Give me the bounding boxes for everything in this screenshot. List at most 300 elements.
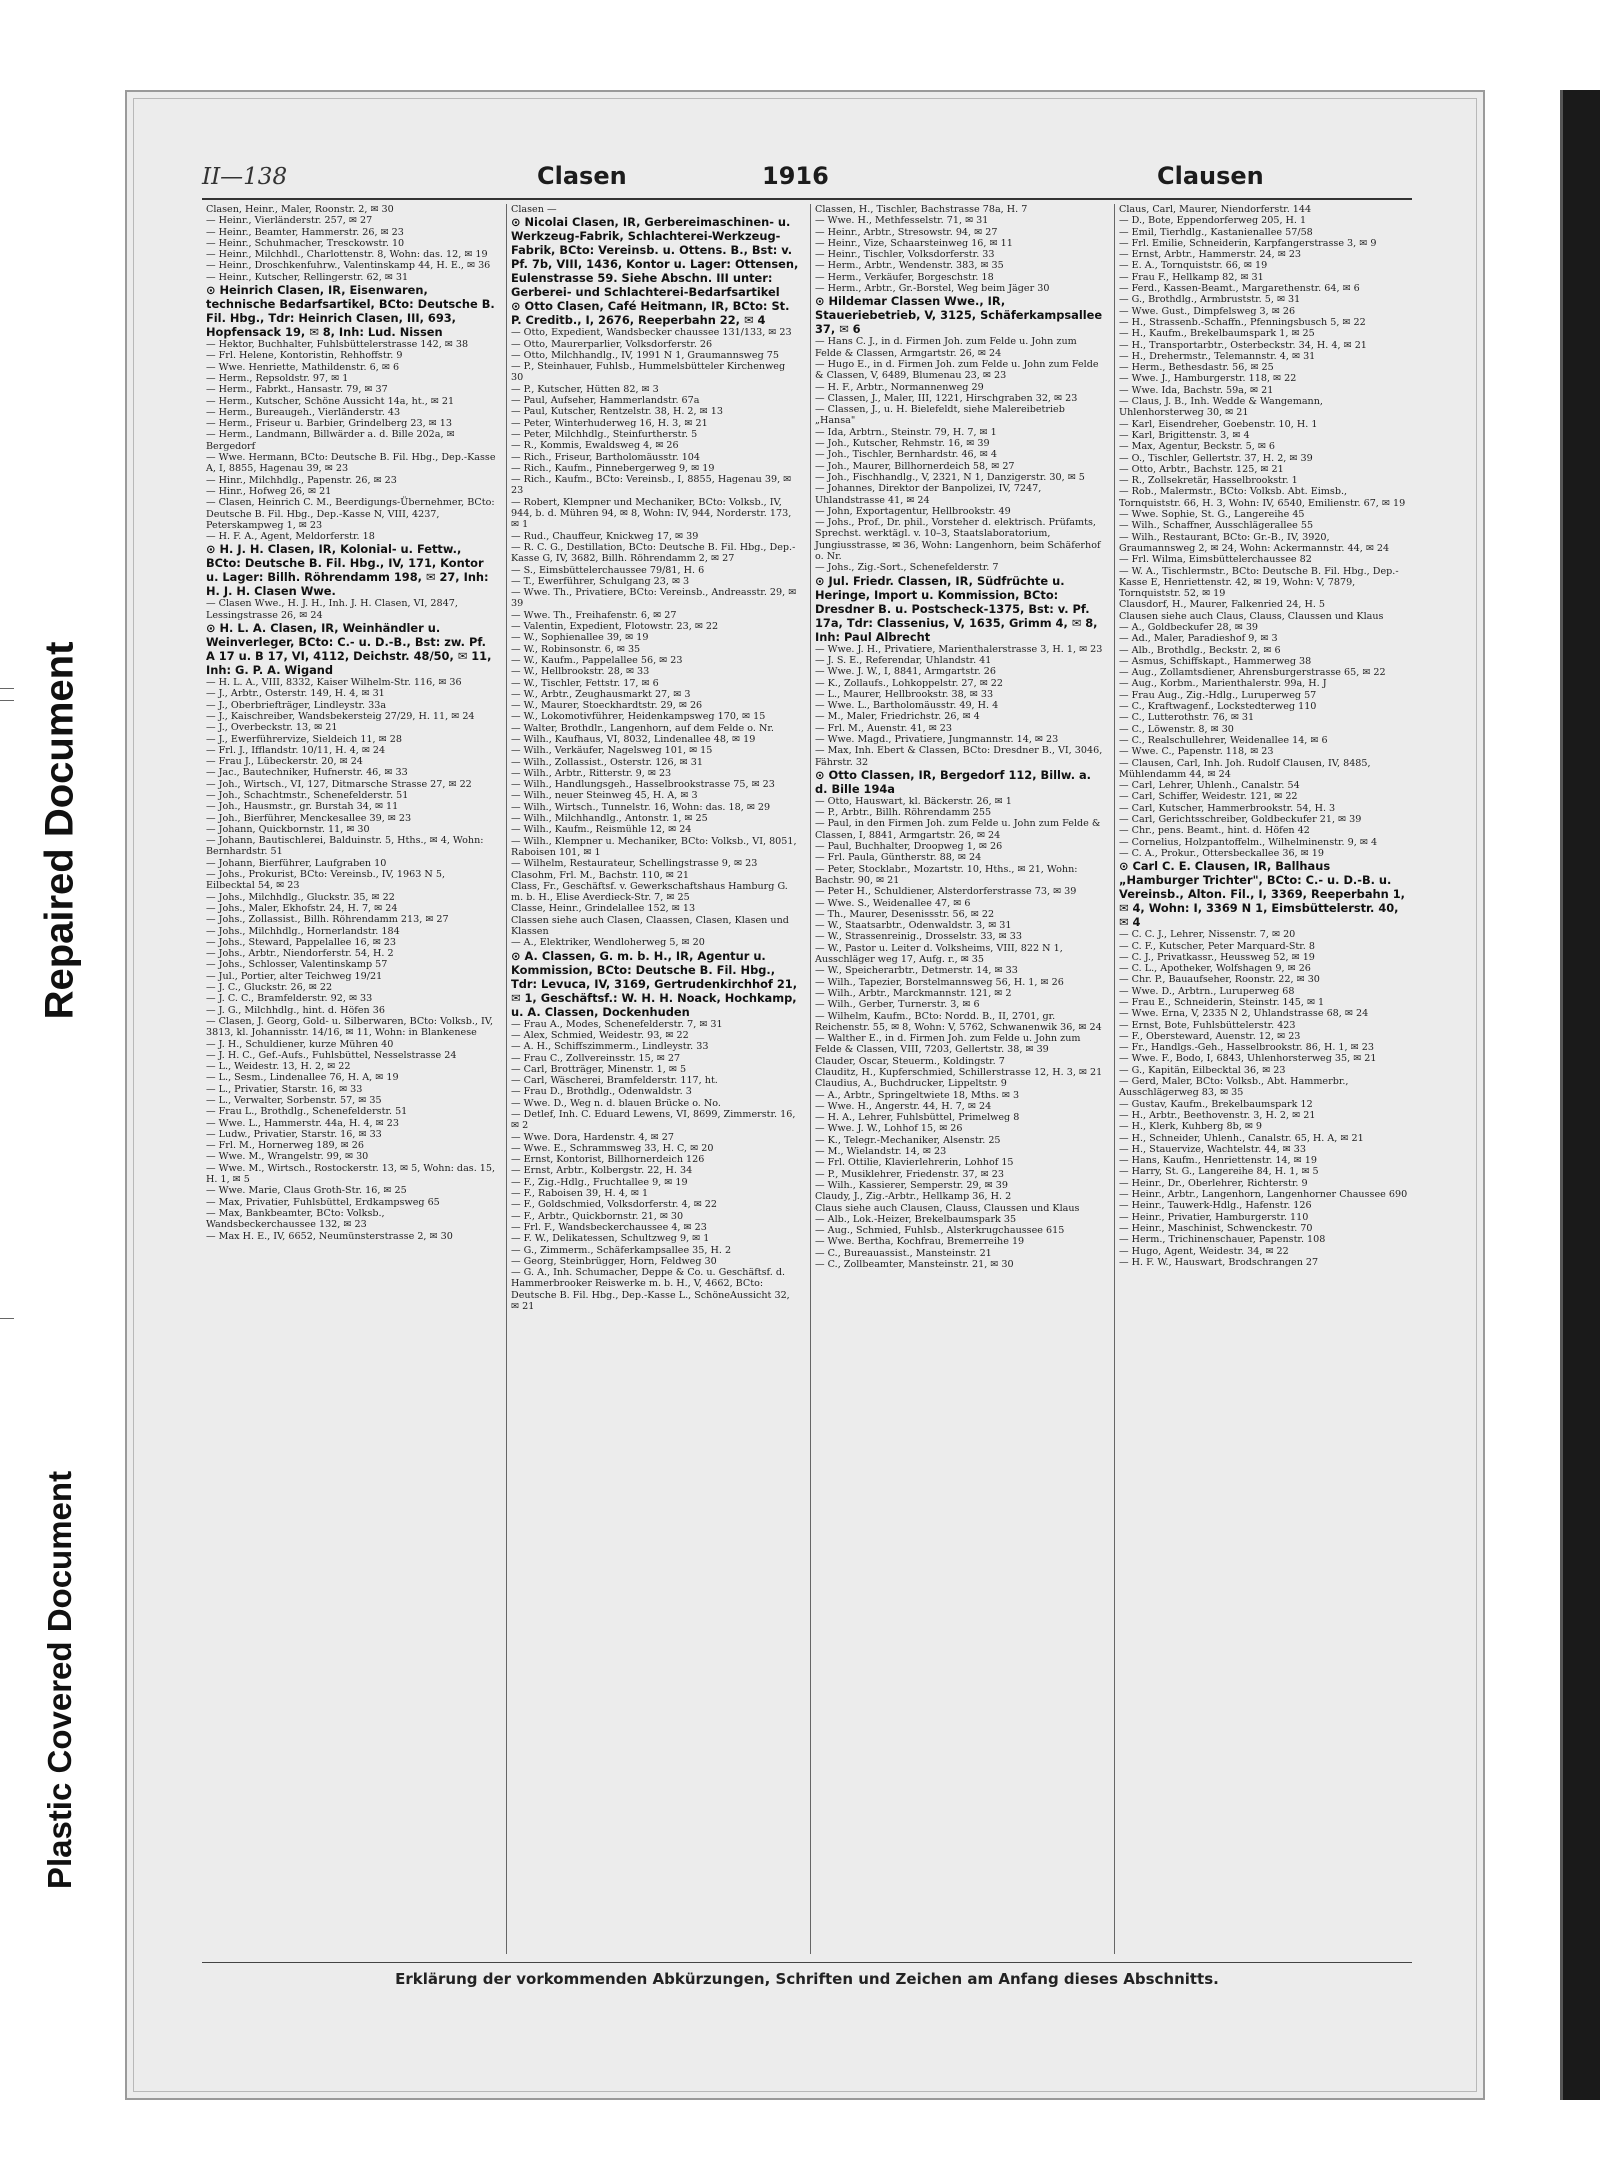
directory-entry: — Heinr., Beamter, Hammerstr. 26, ✉ 23 [206,226,404,238]
directory-entry: — Max H. E., IV, 6652, Neumünsterstrasse 2, ✉ 30 [206,1230,453,1242]
directory-entry: — Ernst, Arbtr., Kolbergstr. 22, H. 34 [511,1165,693,1177]
directory-entry: — Wilh., Klempner u. Mechaniker, BCto: Volksb., VI, 8051, Raboisen 101, ✉ 1 [511,835,797,858]
directory-entry: — Carl, Gerichtsschreiber, Goldbeckufer 21, ✉ 39 [1119,814,1362,826]
directory-entry: — Johs., Steward, Pappelallee 16, ✉ 23 [206,936,397,948]
footer-rule [202,1962,1412,1963]
directory-entry: — Herm., Kutscher, Schöne Aussicht 14a, ht., ✉ 21 [206,395,455,407]
directory-entry: — Ida, Arbtrn., Steinstr. 79, H. 7, ✉ 1 [815,426,997,438]
directory-entry: — H. L. A., VIII, 8332, Kaiser Wilhelm-Str. 116, ✉ 36 [206,677,462,689]
directory-entry: — Alex, Schmied, Weidestr. 93, ✉ 22 [511,1029,689,1041]
directory-entry: — W., Kaufm., Pappelallee 56, ✉ 23 [511,654,683,666]
directory-entry: — D., Bote, Eppendorferweg 205, H. 1 [1119,215,1307,227]
directory-entry: — Herm., Trichinenschauer, Papenstr. 108 [1119,1234,1326,1246]
directory-entry: — Wwe. Th., Freihafenstr. 6, ✉ 27 [511,609,677,621]
directory-entry: — C., Kraftwagenf., Lockstedterweg 110 [1119,701,1317,713]
directory-entry: — R., Zollsekretär, Hasselbrookstr. 1 [1119,475,1298,487]
directory-entry: — E. A., Tornquiststr. 66, ✉ 19 [1119,260,1268,272]
directory-entry: — Detlef, Inh. C. Eduard Lewens, VI, 8699, Zimmerstr. 16, ✉ 2 [511,1109,796,1132]
directory-entry: — J., Oberbriefträger, Lindleystr. 33a [206,699,387,711]
directory-entry: — Heinr., Tischler, Volksdorferstr. 33 [815,249,995,261]
directory-entry: — H., Stauervize, Wachtelstr. 44, ✉ 33 [1119,1143,1306,1155]
directory-entry: — Heinr., Vierländerstr. 257, ✉ 27 [206,215,373,227]
directory-entry: Clasen, Heinr., Maler, Roonstr. 2, ✉ 30 [206,204,394,215]
directory-entry: — Frl. F., Wandsbeckerchaussee 4, ✉ 23 [511,1221,707,1233]
directory-entry: — Wwe. J. H., Privatiere, Marienthalerstrasse 3, H. 1, ✉ 23 [815,643,1103,655]
directory-entry: — Wwe. C., Papenstr. 118, ✉ 23 [1119,746,1274,758]
directory-entry: — Wilh., Kassierer, Semperstr. 29, ✉ 39 [815,1179,1008,1191]
directory-column [810,204,1108,1954]
directory-entry: — A., Arbtr., Springeltwiete 18, Mths. ✉ 3 [815,1089,1020,1101]
directory-entry: — C., Bureauassist., Mansteinstr. 21 [815,1247,992,1259]
directory-entry: — Hugo E., in d. Firmen Joh. zum Felde u. John zum Felde & Classen, V, 6489, Blumenau 23, ✉ 23 [815,358,1099,382]
directory-page [125,90,1485,2100]
directory-firm-entry: ⊙ Otto Clasen, Café Heitmann, IR, BCto: St. P. Creditb., I, 2676, Reeperbahn 22, ✉ 4 [511,299,790,328]
directory-entry: — M., Wielandstr. 14, ✉ 23 [815,1146,947,1158]
directory-entry: — J. C., Gluckstr. 26, ✉ 22 [206,982,333,994]
directory-entry: — C., Realschullehrer, Weidenallee 14, ✉ 6 [1119,734,1328,746]
directory-entry: — Rich., Kaufm., Pinnebergerweg 9, ✉ 19 [511,462,715,474]
directory-entry: Classen siehe auch Clasen, Claassen, Clasen, Klasen und Klassen [511,914,789,938]
directory-entry: — Hektor, Buchhalter, Fuhlsbüttelerstrasse 142, ✉ 38 [206,339,469,351]
directory-entry: — C., Löwenstr. 8, ✉ 30 [1119,723,1234,735]
directory-entry: — Max, Agentur, Beckstr. 5, ✉ 6 [1119,441,1276,453]
directory-entry: — G., Kapitän, Eilbecktal 36, ✉ 23 [1119,1064,1286,1076]
directory-entry: — Paul, in den Firmen Joh. zum Felde u. John zum Felde & Classen, I, 8841, Armgartstr. 26, ✉ 24 [815,818,1101,841]
directory-entry: — W., Robinsonstr. 6, ✉ 35 [511,643,641,655]
directory-entry: — Wwe. Marie, Claus Groth-Str. 16, ✉ 25 [206,1185,407,1197]
directory-entry: — Wilhelm, Kaufm., BCto: Nordd. B., II, 2701, gr. Reichenstr. 55, ✉ 8, Wohn: V, 5762, Schwanenwik 36, ✉ 24 [815,1010,1102,1033]
directory-entry: — Hugo, Agent, Weidestr. 34, ✉ 22 [1119,1245,1289,1257]
directory-entry: — Wilh., Tapezier, Borstelmannsweg 56, H. 1, ✉ 26 [815,976,1064,988]
repaired-document-label [0,560,120,1100]
directory-entry: — H. F. A., Agent, Meldorferstr. 18 [206,531,375,543]
directory-entry: — Hans, Kaufm., Henriettenstr. 14, ✉ 19 [1119,1155,1317,1167]
directory-entry: — Aug., Korbm., Marienthalerstr. 99a, H. J [1119,678,1327,690]
directory-entry: — Jul., Portier, alter Teichweg 19/21 [206,970,383,982]
header-last-name: Clausen [1157,162,1264,190]
directory-entry: — Wwe. D., Weg n. d. blauen Brücke o. No. [511,1097,721,1109]
directory-entry: — Wilh., Gerber, Turnerstr. 3, ✉ 6 [815,999,980,1011]
margin-tick [0,700,14,701]
directory-entry: — Wilh., Arbtr., Ritterstr. 9, ✉ 23 [511,767,672,779]
directory-entry: — H., Drehermstr., Telemannstr. 4, ✉ 31 [1119,350,1316,362]
directory-entry: — Karl, Eisendreher, Goebenstr. 10, H. 1 [1119,418,1318,430]
directory-entry: — Fr., Handlgs.-Geh., Hasselbrookstr. 86, H. 1, ✉ 23 [1119,1042,1374,1054]
directory-entry: — Johs., Schlosser, Valentinskamp 57 [206,959,388,971]
directory-entry: — Ernst, Kontorist, Billhornerdeich 126 [511,1154,705,1166]
header-year: 1916 [762,162,829,190]
directory-entry: — J. G., Milchhdlg., hint. d. Höfen 36 [206,1004,385,1016]
directory-entry: — Wwe. M., Wirtsch., Rostockerstr. 13, ✉ 5, Wohn: das. 15, H. 1, ✉ 5 [206,1162,496,1186]
directory-entry: — H. A., Lehrer, Fuhlsbüttel, Primelweg 8 [815,1112,1020,1124]
directory-entry: — Frl. M., Hornerweg 189, ✉ 26 [206,1140,364,1152]
directory-entry: — F., Goldschmied, Volksdorferstr. 4, ✉ 22 [511,1199,718,1211]
directory-entry: — Ernst, Arbtr., Hammerstr. 24, ✉ 23 [1119,249,1302,261]
directory-entry: — Frau L., Brothdlg., Schenefelderstr. 51 [206,1106,408,1118]
directory-entry: — Johs., Zollassist., Billh. Röhrendamm 213, ✉ 27 [206,914,449,926]
directory-entry: — Emil, Tierhdlg., Kastanienallee 57/58 [1119,226,1313,238]
directory-entry: — H., Klerk, Kuhberg 8b, ✉ 9 [1119,1121,1263,1133]
directory-entry: — Frau J., Lübeckerstr. 20, ✉ 24 [206,756,363,768]
directory-entry: — R., Kommis, Ewaldsweg 4, ✉ 26 [511,440,679,452]
directory-entry: — Joh., Kutscher, Rehmstr. 16, ✉ 39 [815,438,990,450]
page-number: II—138 [202,164,288,190]
directory-entry: — Johs., Milchhdlg., Hornerlandstr. 184 [206,925,400,937]
directory-entry: — Otto, Arbtr., Bachstr. 125, ✉ 21 [1119,463,1284,475]
directory-entry: — Frau D., Brothdlg., Odenwaldstr. 3 [511,1086,692,1098]
directory-entry: — Gerd, Maler, BCto: Volksb., Abt. Hammerbr., Ausschlägerweg 83, ✉ 35 [1119,1076,1349,1099]
directory-entry: — Hans C. J., in d. Firmen Joh. zum Felde u. John zum Felde & Classen, Armgartstr. 26, ✉ 24 [815,336,1077,359]
directory-entry: — Wwe. Magd., Privatiere, Jungmannstr. 14, ✉ 23 [815,733,1059,745]
directory-entry: — Carl, Lehrer, Uhlenh., Canalstr. 54 [1119,780,1300,792]
directory-entry: — Joh., Fischhandlg., V, 2321, N 1, Danzigerstr. 30, ✉ 5 [815,471,1085,483]
directory-entry: — Heinr., Dr., Oberlehrer, Richterstr. 9 [1119,1177,1308,1189]
directory-entry: — W., Sophienallee 39, ✉ 19 [511,632,649,644]
directory-entry: — Johann, Bautischlerei, Balduinstr. 5, Hths., ✉ 4, Wohn: Bernhardstr. 51 [206,835,484,858]
directory-entry: — Wilh., Arbtr., Marckmannstr. 121, ✉ 2 [815,987,1012,999]
directory-entry: — W., Arbtr., Zeughausmarkt 27, ✉ 3 [511,688,691,700]
directory-entry: — Clasen, Heinrich C. M., Beerdigungs-Übernehmer, BCto: Deutsche B. Fil. Hbg., Dep.-Kasse N, VIII, 4237, Peterskampweg 1, ✉ 23 [206,497,495,531]
directory-entry: — Th., Maurer, Desenissstr. 56, ✉ 22 [815,908,995,920]
page-header [202,152,1412,196]
directory-entry: — P., Musiklehrer, Friedenstr. 37, ✉ 23 [815,1168,1004,1180]
directory-firm-entry: ⊙ Carl C. E. Clausen, IR, Ballhaus „Hamburger Trichter", BCto: C.- u. D.-B. u. Vereinsb., Alton. Fil., I, 3369, Reeperbahn 1, ✉ 4, Wohn: I, 3369 N 1, Eimsbüttelerstr. 40, ✉ 4 [1119,859,1405,930]
directory-entry: — Joh., Schachtmstr., Schenefelderstr. 51 [206,789,409,801]
directory-entry: — Carl, Brotträger, Minenstr. 1, ✉ 5 [511,1063,687,1075]
directory-entry: — Wwe. L., Bartholomäusstr. 49, H. 4 [815,700,999,712]
directory-entry: — Ludw., Privatier, Starstr. 16, ✉ 33 [206,1128,382,1140]
directory-entry: Clauder, Oscar, Steuerm., Koldingstr. 7 [815,1055,1005,1067]
directory-entry: — Georg, Steinbrügger, Horn, Feldweg 30 [511,1255,717,1267]
directory-entry: — Otto, Maurerparlier, Volksdorferstr. 26 [511,338,713,350]
header-first-name: Clasen [537,162,627,190]
directory-entry: — Frl. Helene, Kontoristin, Rehhoffstr. 9 [206,350,403,362]
directory-entry: — Clasen, J. Georg, Gold- u. Silberwaren, BCto: Volksb., IV, 3813, kl. Johannisstr. 14/16, ✉ 11, Wohn: in Blankenese [206,1015,494,1039]
directory-entry: — F., Arbtr., Quickbornstr. 21, ✉ 30 [511,1210,684,1222]
directory-entry: — Herm., Landmann, Billwärder a. d. Bille 202a, ✉ Bergedorf [206,429,455,452]
directory-firm-entry: ⊙ Heinrich Clasen, IR, Eisenwaren, technische Bedarfsartikel, BCto: Deutsche B. Fil. Hbg., Tdr: Heinrich Clasen, III, 693, Hopfensack 19, ✉ 8, Inh: Lud. Nissen [206,283,495,340]
directory-entry: — H. F., Arbtr., Normannenweg 29 [815,381,984,393]
directory-entry: — W., Staatsarbtr., Odenwaldstr. 3, ✉ 31 [815,920,1012,932]
directory-column [202,204,500,1954]
directory-entry: — Heinr., Milchhdl., Charlottenstr. 8, Wohn: das. 12, ✉ 19 [206,249,488,261]
directory-entry: — Karl, Brigittenstr. 3, ✉ 4 [1119,429,1250,441]
directory-entry: — J. H. C., Gef.-Aufs., Fuhlsbüttel, Nesselstrasse 24 [206,1049,457,1061]
directory-entry: — Heinr., Vize, Schaarsteinweg 16, ✉ 11 [815,237,1013,249]
directory-entry: Clasohm, Frl. M., Bachstr. 110, ✉ 21 [511,869,690,881]
directory-entry: Claudy, J., Zig.-Arbtr., Hellkamp 36, H. 2 [815,1191,1012,1203]
directory-entry: — Joh., Bierführer, Menckesallee 39, ✉ 23 [206,812,412,824]
directory-entry: — F., Obersteward, Auenstr. 12, ✉ 23 [1119,1030,1301,1042]
directory-entry: — Chr., pens. Beamt., hint. d. Höfen 42 [1119,825,1310,837]
directory-entry: Classen, H., Tischler, Bachstrasse 78a, H. 7 [815,204,1028,215]
directory-entry: — Wwe. J. W., I, 8841, Armgartstr. 26 [815,666,996,678]
directory-entry: — Wwe. Th., Privatiere, BCto: Vereinsb., Andreasstr. 29, ✉ 39 [511,587,797,610]
directory-entry: — Heinr., Droschkenfuhrw., Valentinskamp 44, H. E., ✉ 36 [206,260,491,272]
directory-entry: — F., Raboisen 39, H. 4, ✉ 1 [511,1188,649,1200]
directory-entry: — Asmus, Schiffskapt., Hammerweg 38 [1119,655,1312,667]
directory-entry: — Wilh., Zollassist., Osterstr. 126, ✉ 31 [511,756,703,768]
directory-entry: — Johs., Prof., Dr. phil., Vorsteher d. elektrisch. Prüfamts, Sprechst. werktägl. v. 10–3, Staatslaboratorium, Jungiusstrasse, ✉ 36, Wohn: Langenhorn, beim Schäferhof o. Nr. [815,517,1101,563]
directory-entry: — Heinr., Arbtr., Langenhorn, Langenhorner Chaussee 690 [1119,1189,1408,1201]
directory-entry: — Peter, Stocklabr., Mozartstr. 10, Hths., ✉ 21, Wohn: Bachstr. 90, ✉ 21 [815,863,1078,886]
directory-entry: — Frl. Paula, Güntherstr. 88, ✉ 24 [815,852,982,864]
directory-firm-entry: ⊙ Otto Classen, IR, Bergedorf 112, Billw. a. d. Bille 194a [815,767,1092,796]
directory-entry: — Wilh., Handlungsgeh., Hasselbrookstrasse 75, ✉ 23 [511,779,775,791]
directory-entry: — Wwe. J. W., Lohhof 15, ✉ 26 [815,1123,963,1135]
directory-entry: — Robert, Klempner und Mechaniker, BCto: Volksb., IV, 944, b. d. Mühren 94, ✉ 8, Wohn: IV, 944, Norderstr. 173, ✉ 1 [511,496,792,531]
margin-tick [0,688,14,689]
directory-entry: — Heinr., Privatier, Hamburgerstr. 110 [1119,1211,1309,1223]
directory-entry: — L., Verwalter, Sorbenstr. 57, ✉ 35 [206,1095,382,1106]
directory-entry: — L., Weidestr. 13, H. 2, ✉ 22 [206,1061,351,1073]
directory-entry: — Peter H., Schuldiener, Alsterdorferstrasse 73, ✉ 39 [815,886,1077,898]
directory-firm-entry: ⊙ H. L. A. Clasen, IR, Weinhändler u. Weinverleger, BCto: C.- u. D.-B., Bst: zw. Pf. A 17 u. B 17, VI, 4112, Deichstr. 48/50, ✉ 11, Inh: G. P. A. Wigand [206,621,492,678]
directory-entry: — C. L., Apotheker, Wolfshagen 9, ✉ 26 [1119,963,1311,975]
directory-entry: — Carl, Wäscherei, Bramfelderstr. 117, ht. [511,1075,718,1087]
directory-entry: — Wilh., Verkäufer, Nagelsweg 101, ✉ 15 [511,745,713,757]
directory-entry: — Chr. P., Bauaufseher, Roonstr. 22, ✉ 30 [1119,974,1320,986]
directory-entry: Claudius, A., Buchdrucker, Lippeltstr. 9 [815,1078,1007,1090]
directory-entry: — Rud., Chauffeur, Knickweg 17, ✉ 39 [511,530,699,542]
directory-entry: — L., Privatier, Starstr. 16, ✉ 33 [206,1083,363,1095]
directory-entry: — Frl. Ottilie, Klavierlehrerin, Lohhof 15 [815,1157,1014,1169]
directory-entry: — W., Strassenreinig., Drosselstr. 33, ✉ 33 [815,931,1022,943]
directory-entry: — Carl, Schiffer, Weidestr. 121, ✉ 22 [1119,791,1298,803]
directory-entry: — Wwe. J., Hamburgerstr. 118, ✉ 22 [1119,373,1297,385]
directory-entry: — G., Zimmerm., Schäferkampsallee 35, H. 2 [511,1244,732,1256]
directory-entry: — K., Zollaufs., Lohkoppelstr. 27, ✉ 22 [815,677,1004,689]
directory-entry: — Johs., Arbtr., Niendorferstr. 54, H. 2 [206,948,394,960]
directory-entry: — Carl, Kutscher, Hammerbrookstr. 54, H. 3 [1119,802,1336,814]
directory-entry: — Herm., Verkäufer, Borgeschstr. 18 [815,271,994,283]
directory-entry: — L., Maurer, Hellbrookstr. 38, ✉ 33 [815,688,994,700]
directory-firm-entry: ⊙ Nicolai Clasen, IR, Gerbereimaschinen- u. Werkzeug-Fabrik, Schlachterei-Werkzeug-Fabrik, BCto: Vereinsb. u. Ottens. B., Bst: v. Pf. 7b, VIII, 1436, Kontor u. Lager: Ottensen, Eulenstrasse 59. Siehe Abschn. III unter: Gerberei- und Schlachterei-Bedarfsartikel [511,215,799,300]
directory-entry: Clausen siehe auch Claus, Clauss, Claussen und Klaus [1119,610,1384,622]
directory-entry: — Johann, Bierführer, Laufgraben 10 [206,857,387,869]
directory-entry: — Herm., Bureaugeh., Vierländerstr. 43 [206,406,401,418]
directory-entry: — T., Ewerführer, Schulgang 23, ✉ 3 [511,575,690,587]
directory-entry: — Alb., Lok.-Heizer, Brekelbaumspark 35 [815,1213,1017,1225]
directory-entry: — Otto, Hauswart, kl. Bäckerstr. 26, ✉ 1 [815,795,1012,807]
directory-entry: — J., Overbeckstr. 13, ✉ 21 [206,722,338,734]
directory-entry: — Johs., Prokurist, BCto: Vereinsb., IV, 1963 N 5, Eilbecktal 54, ✉ 23 [206,869,445,892]
directory-entry: — Joh., Wirtsch., VI, 127, Ditmarsche Strasse 27, ✉ 22 [206,778,472,790]
plastic-covered-text: Plastic Covered Document [41,1470,78,1890]
directory-entry: — Herm., Bethesdastr. 56, ✉ 25 [1119,362,1274,374]
directory-entry: — Walther E., in d. Firmen Joh. zum Felde u. John zum Felde & Classen, VIII, 7203, Gellertstr. 38, ✉ 39 [815,1033,1081,1056]
plastic-covered-label [0,1360,120,2000]
directory-entry: — Heinr., Maschinist, Schwenckestr. 70 [1119,1222,1313,1234]
directory-entry: Clausdorf, H., Maurer, Falkenried 24, H. 5 [1119,599,1326,611]
directory-entry: — Johs., Milchhdlg., Gluckstr. 35, ✉ 22 [206,891,395,903]
directory-entry: — Wwe. D., Arbtrn., Luruperweg 68 [1119,985,1295,997]
directory-entry: — J., Kaischreiber, Wandsbekersteig 27/29, H. 11, ✉ 24 [206,710,475,722]
directory-entry: Class, Fr., Geschäftsf. v. Gewerkschaftshaus Hamburg G. m. b. H., Elise Averdieck-Str. 7, ✉ 25 [511,880,788,904]
directory-entry: Claus, Carl, Maurer, Niendorferstr. 144 [1119,204,1312,215]
directory-entry: — Joh., Tischler, Bernhardstr. 46, ✉ 4 [815,449,997,461]
directory-entry: — Ad., Maler, Paradieshof 9, ✉ 3 [1119,633,1278,645]
directory-entry: — Gustav, Kaufm., Brekelbaumspark 12 [1119,1098,1313,1110]
directory-entry: — Wilh., Kaufm., Reismühle 12, ✉ 24 [511,824,692,836]
directory-entry: — Wwe. F., Bodo, I, 6843, Uhlenhorsterweg 35, ✉ 21 [1119,1053,1377,1065]
directory-entry: — Herm., Friseur u. Barbier, Grindelberg 23, ✉ 13 [206,418,452,430]
directory-entry: — K., Telegr.-Mechaniker, Alsenstr. 25 [815,1134,1001,1146]
directory-entry: — Harry, St. G., Langereihe 84, H. 1, ✉ 5 [1119,1166,1319,1178]
directory-entry: — Herm., Repsoldstr. 97, ✉ 1 [206,372,349,384]
footer-note: Erklärung der vorkommenden Abkürzungen, Schriften und Zeichen am Anfang dieses Abschnitts. [395,1970,1219,1988]
header-rule [202,198,1412,200]
directory-entry: — Hinr., Milchhdlg., Papenstr. 26, ✉ 23 [206,474,397,486]
directory-entry: — W., Hellbrookstr. 28, ✉ 33 [511,666,650,678]
directory-entry: — L., Sesm., Lindenallee 76, H. A, ✉ 19 [206,1072,399,1084]
directory-entry: — Wilh., Restaurant, BCto: Gr.-B., IV, 3920, Graumannsweg 2, ✉ 24, Wohn: Ackermannstr. 44, ✉ 24 [1119,531,1390,554]
directory-entry: — J. H., Schuldiener, kurze Mühren 40 [206,1038,394,1050]
directory-entry: — Frau Aug., Zig.-Hdlg., Luruperweg 57 [1119,689,1317,701]
directory-firm-entry: ⊙ Hildemar Classen Wwe., IR, Staueriebetrieb, V, 3125, Schäferkampsallee 37, ✉ 6 [815,294,1103,337]
directory-column [1114,204,1412,1954]
directory-entry: — Otto, Expedient, Wandsbecker chaussee 131/133, ✉ 23 [511,327,792,339]
directory-entry: — Classen, J., u. H. Bielefeldt, siehe Malereibetrieb „Hansa" [815,404,1065,427]
directory-entry: — Wwe. M., Wrangelstr. 99, ✉ 30 [206,1151,369,1163]
directory-entry: — W., Tischler, Fettstr. 17, ✉ 6 [511,677,659,689]
adjacent-page-edge [1560,90,1600,2100]
directory-entry: — Max, Bankbeamter, BCto: Volksb., Wandsbeckerchaussee 132, ✉ 23 [206,1207,385,1231]
directory-entry: — Clasen Wwe., H. J. H., Inh. J. H. Clasen, VI, 2847, Lessingstrasse 26, ✉ 24 [206,598,458,621]
directory-entry: — Herm., Arbtr., Wendenstr. 383, ✉ 35 [815,260,1004,272]
directory-entry: — Frl. M., Auenstr. 41, ✉ 23 [815,722,953,734]
directory-entry: — Wwe. L., Hammerstr. 44a, H. 4, ✉ 23 [206,1117,399,1129]
directory-entry: — P., Arbtr., Billh. Röhrendamm 255 [815,807,992,819]
directory-entry: — M., Maler, Friedrichstr. 26, ✉ 4 [815,711,980,723]
directory-entry: — Wilh., Milchhandlg., Antonstr. 1, ✉ 25 [511,813,708,825]
directory-entry: — Frl. J., Ifflandstr. 10/11, H. 4, ✉ 24 [206,744,386,756]
directory-entry: — Frau A., Modes, Schenefelderstr. 7, ✉ 31 [511,1018,723,1030]
directory-entry: — Peter, Milchhdlg., Steinfurtherstr. 5 [511,428,698,440]
directory-entry: — S., Eimsbüttelerchaussee 79/81, H. 6 [511,564,705,576]
directory-entry: — Joh., Maurer, Billhornerdeich 58, ✉ 27 [815,460,1015,472]
directory-entry: — Herm., Fabrkt., Hansastr. 79, ✉ 37 [206,384,388,396]
directory-entry: — Rob., Malermstr., BCto: Volksb. Abt. Eimsb., Tornquiststr. 66, H. 3, Wohn: IV, 6540, Emilienstr. 67, ✉ 19 [1119,486,1406,509]
directory-entry: — F., Zig.-Hdlg., Fruchtallee 9, ✉ 19 [511,1176,688,1188]
directory-entry: — Rich., Kaufm., BCto: Vereinsb., I, 8855, Hagenau 39, ✉ 23 [511,474,792,497]
directory-entry: — Wilh., neuer Steinweg 45, H. A, ✉ 3 [511,790,698,802]
directory-entry: — Jac., Bautechniker, Hufnerstr. 46, ✉ 33 [206,767,408,779]
directory-entry: — Frau C., Zollvereinsstr. 15, ✉ 27 [511,1052,681,1064]
directory-entry: — Wwe. H., Methfesselstr. 71, ✉ 31 [815,215,989,227]
directory-entry: — G. A., Inh. Schumacher, Deppe & Co. u. Geschäftsf. d. Hammerbrooker Reiswerke m. b. H., V, 4662, BCto: Deutsche B. Fil. Hbg., Dep.-Kasse L., SchöneAussicht 32, ✉ 21 [511,1267,790,1313]
directory-entry: — H., Transportarbtr., Osterbeckstr. 34, H. 4, ✉ 21 [1119,339,1367,351]
directory-entry: — W. A., Tischlermstr., BCto: Deutsche B. Fil. Hbg., Dep.-Kasse E, Henriettenstr. 42, ✉ 19, Wohn: V, 7879, Tornquiststr. 52, ✉ 19 [1119,565,1399,600]
directory-entry: — Wwe. Dora, Hardenstr. 4, ✉ 27 [511,1131,674,1143]
directory-entry: — Wwe. Sophie, St. G., Langereihe 45 [1119,509,1305,521]
directory-entry: — C., Lutterothstr. 76, ✉ 31 [1119,712,1255,724]
directory-entry: — F. W., Delikatessen, Schultzweg 9, ✉ 1 [511,1233,710,1245]
directory-entry: — Wwe. Gust., Dimpfelsweg 3, ✉ 26 [1119,305,1296,317]
directory-entry: — Wilh., Kaufhaus, VI, 8032, Lindenallee 48, ✉ 19 [511,733,756,745]
directory-entry: — Joh., Hausmstr., gr. Burstah 34, ✉ 11 [206,801,399,813]
directory-entry: — Alb., Brothdlg., Beckstr. 2, ✉ 6 [1119,644,1281,656]
directory-entry: — W., Lokomotivführer, Heidenkampsweg 170, ✉ 15 [511,711,766,723]
directory-entry: — H., Strassenb.-Schaffn., Pfenningsbusch 5, ✉ 22 [1119,316,1366,328]
directory-entry: — Wwe. Ida, Bachstr. 59a, ✉ 21 [1119,384,1274,396]
directory-entry: — H., Kaufm., Brekelbaumspark 1, ✉ 25 [1119,328,1315,340]
directory-entry: Clauditz, H., Kupferschmied, Schillerstrasse 12, H. 3, ✉ 21 [815,1067,1103,1078]
directory-entry: — Wilh., Wirtsch., Tunnelstr. 16, Wohn: das. 18, ✉ 29 [511,801,771,813]
directory-entry: — Ernst, Bote, Fuhlsbüttelerstr. 423 [1119,1019,1296,1031]
directory-entry: — A. H., Schiffszimmerm., Lindleystr. 33 [511,1041,709,1053]
directory-entry: — J., Ewerführervize, Sieldeich 11, ✉ 28 [206,733,402,745]
directory-entry: — Classen, J., Maler, III, 1221, Hirschgraben 32, ✉ 23 [815,392,1078,404]
directory-entry: — W., Pastor u. Leiter d. Volksheims, VIII, 822 N 1, Ausschläger weg 17, Aufg. r., ✉ 35 [815,942,1063,966]
directory-entry: — Johannes, Direktor der Banpolizei, IV, 7247, Uhlandstrasse 41, ✉ 24 [815,483,1042,506]
directory-column [506,204,804,1954]
directory-entry: — W., Maurer, Stoeckhardtstr. 29, ✉ 26 [511,700,703,712]
directory-entry: — C., Zollbeamter, Mansteinstr. 21, ✉ 30 [815,1259,1014,1271]
directory-entry: Clasen — [511,204,557,215]
directory-entry: — Ferd., Kassen-Beamt., Margarethenstr. 64, ✉ 6 [1119,283,1360,295]
directory-entry: — Heinr., Arbtr., Stresowstr. 94, ✉ 27 [815,226,998,238]
directory-entry: — G., Brothdlg., Armbruststr. 5, ✉ 31 [1119,294,1301,306]
directory-entry: — Herm., Arbtr., Gr.-Borstel, Weg beim Jäger 30 [815,283,1050,295]
directory-entry: — Frl. Emilie, Schneiderin, Karpfangerstrasse 3, ✉ 9 [1119,237,1377,249]
directory-entry: — C. J., Privatkassr., Heussweg 52, ✉ 19 [1119,951,1315,963]
directory-entry: — Wilh., Schaffner, Ausschlägerallee 55 [1119,520,1314,532]
directory-entry: — Heinr., Tauwerk-Hdlg., Hafenstr. 126 [1119,1200,1312,1212]
directory-entry: — Paul, Kutscher, Rentzelstr. 38, H. 2, ✉ 13 [511,406,723,418]
directory-entry: — Wwe. S., Weidenallee 47, ✉ 6 [815,897,971,909]
directory-entry: — J. C. C., Bramfelderstr. 92, ✉ 33 [206,993,373,1005]
directory-entry: — Wwe. Henriette, Mathildenstr. 6, ✉ 6 [206,361,400,373]
directory-entry: — J., Arbtr., Osterstr. 149, H. 4, ✉ 31 [206,688,385,700]
directory-entry: — A., Elektriker, Wendloherweg 5, ✉ 20 [511,937,705,949]
directory-entry: — J. S. E., Referendar, Uhlandstr. 41 [815,654,992,666]
directory-entry: — H. F. W., Hauswart, Brodschrangen 27 [1119,1256,1319,1268]
directory-entry: — Valentin, Expedient, Flotowstr. 23, ✉ 22 [511,621,719,633]
directory-entry: Claus siehe auch Clausen, Clauss, Claussen und Klaus [815,1202,1080,1214]
directory-entry: — Otto, Milchhandlg., IV, 1991 N 1, Graumannsweg 75 [511,349,779,361]
directory-entry: — P., Kutscher, Hütten 82, ✉ 3 [511,383,659,395]
directory-entry: — Wwe. E., Schrammsweg 33, H. C, ✉ 20 [511,1142,714,1154]
directory-entry: — Frau E., Schneiderin, Steinstr. 145, ✉ 1 [1119,997,1325,1008]
directory-entry: — H., Arbtr., Beethovenstr. 3, H. 2, ✉ 21 [1119,1109,1316,1121]
directory-entry: — Max, Privatier, Fuhlsbüttel, Erdkampsweg 65 [206,1196,440,1208]
directory-entry: — C. F., Kutscher, Peter Marquard-Str. 8 [1119,940,1315,952]
directory-entry: — P., Steinhauer, Fuhlsb., Hummelsbütteler Kirchenweg 30 [511,361,786,384]
directory-entry: — Aug., Zollamtsdiener, Ahrensburgerstrasse 65, ✉ 22 [1119,667,1386,679]
repaired-document-text: Repaired Document [37,641,82,1019]
directory-firm-entry: ⊙ H. J. H. Clasen, IR, Kolonial- u. Fettw., BCto: Deutsche B. Fil. Hbg., IV, 171, Kontor u. Lager: Billh. Röhrendamm 198, ✉ 27, Inh: H. J. H. Clasen Wwe. [206,542,489,599]
directory-columns [202,204,1412,1954]
directory-entry: — Wwe. H., Angerstr. 44, H. 7, ✉ 24 [815,1100,992,1112]
directory-entry: — Johs., Maler, Ekhofstr. 24, H. 7, ✉ 24 [206,902,398,914]
directory-entry: — Johann, Quickbornstr. 11, ✉ 30 [206,823,370,835]
directory-entry: — Heinr., Schuhmacher, Tresckowstr. 10 [206,237,405,249]
directory-entry: — Peter, Winterhuderweg 16, H. 3, ✉ 21 [511,417,708,429]
directory-entry: — Paul, Aufseher, Hammerlandstr. 67a [511,395,700,407]
directory-entry: Classe, Heinr., Grindelallee 152, ✉ 13 [511,903,696,915]
directory-entry: — C. C. J., Lehrer, Nissenstr. 7, ✉ 20 [1119,929,1296,941]
directory-entry: — Hinr., Hofweg 26, ✉ 21 [206,485,332,497]
directory-entry: — Wwe. Bertha, Kochfrau, Bremerreihe 19 [815,1236,1025,1248]
directory-entry: — R. C. G., Destillation, BCto: Deutsche B. Fil. Hbg., Dep.-Kasse G, IV, 3682, Billh. Röhrendamm 2, ✉ 27 [511,541,796,565]
directory-entry: — W., Speicherarbtr., Detmerstr. 14, ✉ 33 [815,965,1018,977]
directory-entry: — O., Tischler, Gellertstr. 37, H. 2, ✉ 39 [1119,452,1313,464]
directory-entry: — Paul, Buchhalter, Droopweg 1, ✉ 26 [815,841,1003,853]
directory-entry: — Walter, Brothdlr., Langenhorn, auf dem Felde o. Nr. [511,722,774,734]
directory-entry: — Cornelius, Holzpantoffelm., Wilhelminenstr. 9, ✉ 4 [1119,836,1378,848]
directory-entry: — Heinr., Kutscher, Rellingerstr. 62, ✉ 31 [206,271,409,283]
